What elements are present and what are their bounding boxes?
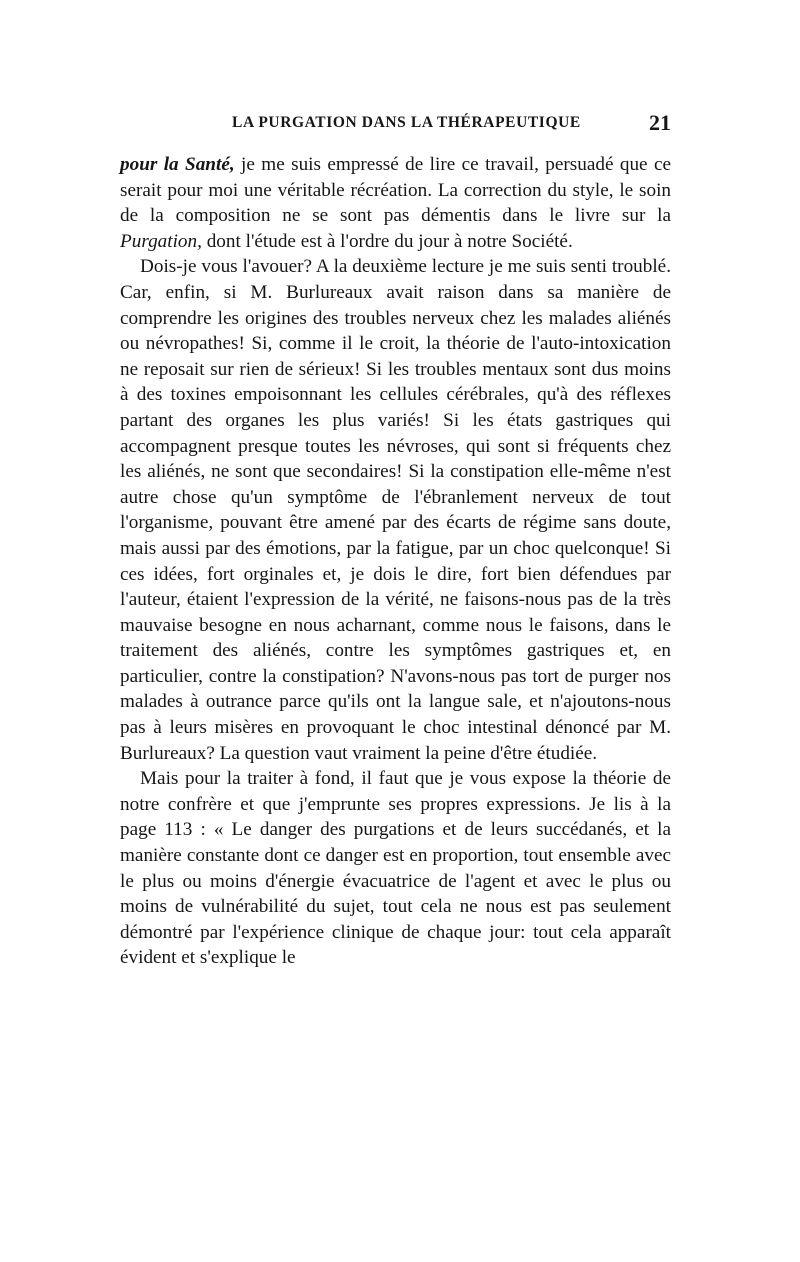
paragraph-2: Dois-je vous l'avouer? A la deuxième lecture je me suis senti troublé. Car, enfin, si M. Burlureaux avait raison dans sa manière de comprendre les origines des troubles nerveux chez les malades aliénés ou névropathes! Si, comme il le croit, la théorie de l'auto-intoxication ne reposait sur rien de sérieux! Si les troubles mentaux sont dus moins à des toxines empoisonnant les cellules cérébrales, qu'à des réflexes partant des organes les plus variés! Si les états gastriques qui accompagnent presque toutes les névroses, qui sont si fréquents chez les aliénés, ne sont que secondaires! Si la constipation elle-même n'est autre chose qu'un symptôme de l'ébranlement nerveux de tout l'organisme, pouvant être amené par des écarts de régime sans doute, mais aussi par des émotions, par la fatigue, par un choc quelconque! Si ces idées, fort orginales et, je dois le dire, fort bien défendues par l'auteur, étaient l'expression de la vérité, ne faisons-nous pas de la très mauvaise besogne en nous acharnant, comme nous le faisons, dans le traitement des aliénés, contre les symptômes gastriques et, en particulier, contre la constipation? N'avons-nous pas tort de purger nos malades à outrance parce qu'ils ont la langue sale, et n'ajoutons-nous pas à leurs misères en provoquant le choc intestinal dénoncé par M. Burlureaux? La question vaut vraiment la peine d'être étudiée.: [120, 256, 671, 764]
paragraph-1-book-title: Purgation,: [120, 230, 202, 252]
running-head: [120, 110, 671, 142]
paragraph-3: Mais pour la traiter à fond, il faut que je vous expose la théorie de notre confrère et que j'emprunte ses propres expressions. Je lis à la page 113 : « Le danger des purgations et de leurs succédanés, et la manière constante dont ce danger est en proportion, tout ensemble avec le plus ou moins d'énergie évacuatrice de l'agent et avec le plus ou moins de vulnérabilité du sujet, tout cela ne nous est pas seulement démontré par l'expérience clinique de chaque jour: tout cela apparaît évident et s'explique le: [120, 768, 671, 969]
running-title: LA PURGATION DANS LA THÉRAPEUTIQUE: [232, 114, 581, 131]
paragraph-1-text-a: je me suis empressé de lire ce travail, persuadé que ce serait pour moi une véritable récréation. La correction du style, le soin de la composition ne se sont pas démentis dans le livre sur la: [120, 154, 671, 227]
paragraph-1: [120, 152, 671, 254]
page-number: 21: [649, 110, 671, 135]
body-text: [120, 152, 671, 971]
paragraph-1-lead: pour la Santé,: [120, 154, 235, 175]
paragraph-1-text-b: dont l'étude est à l'ordre du jour à notre Société.: [201, 230, 573, 252]
